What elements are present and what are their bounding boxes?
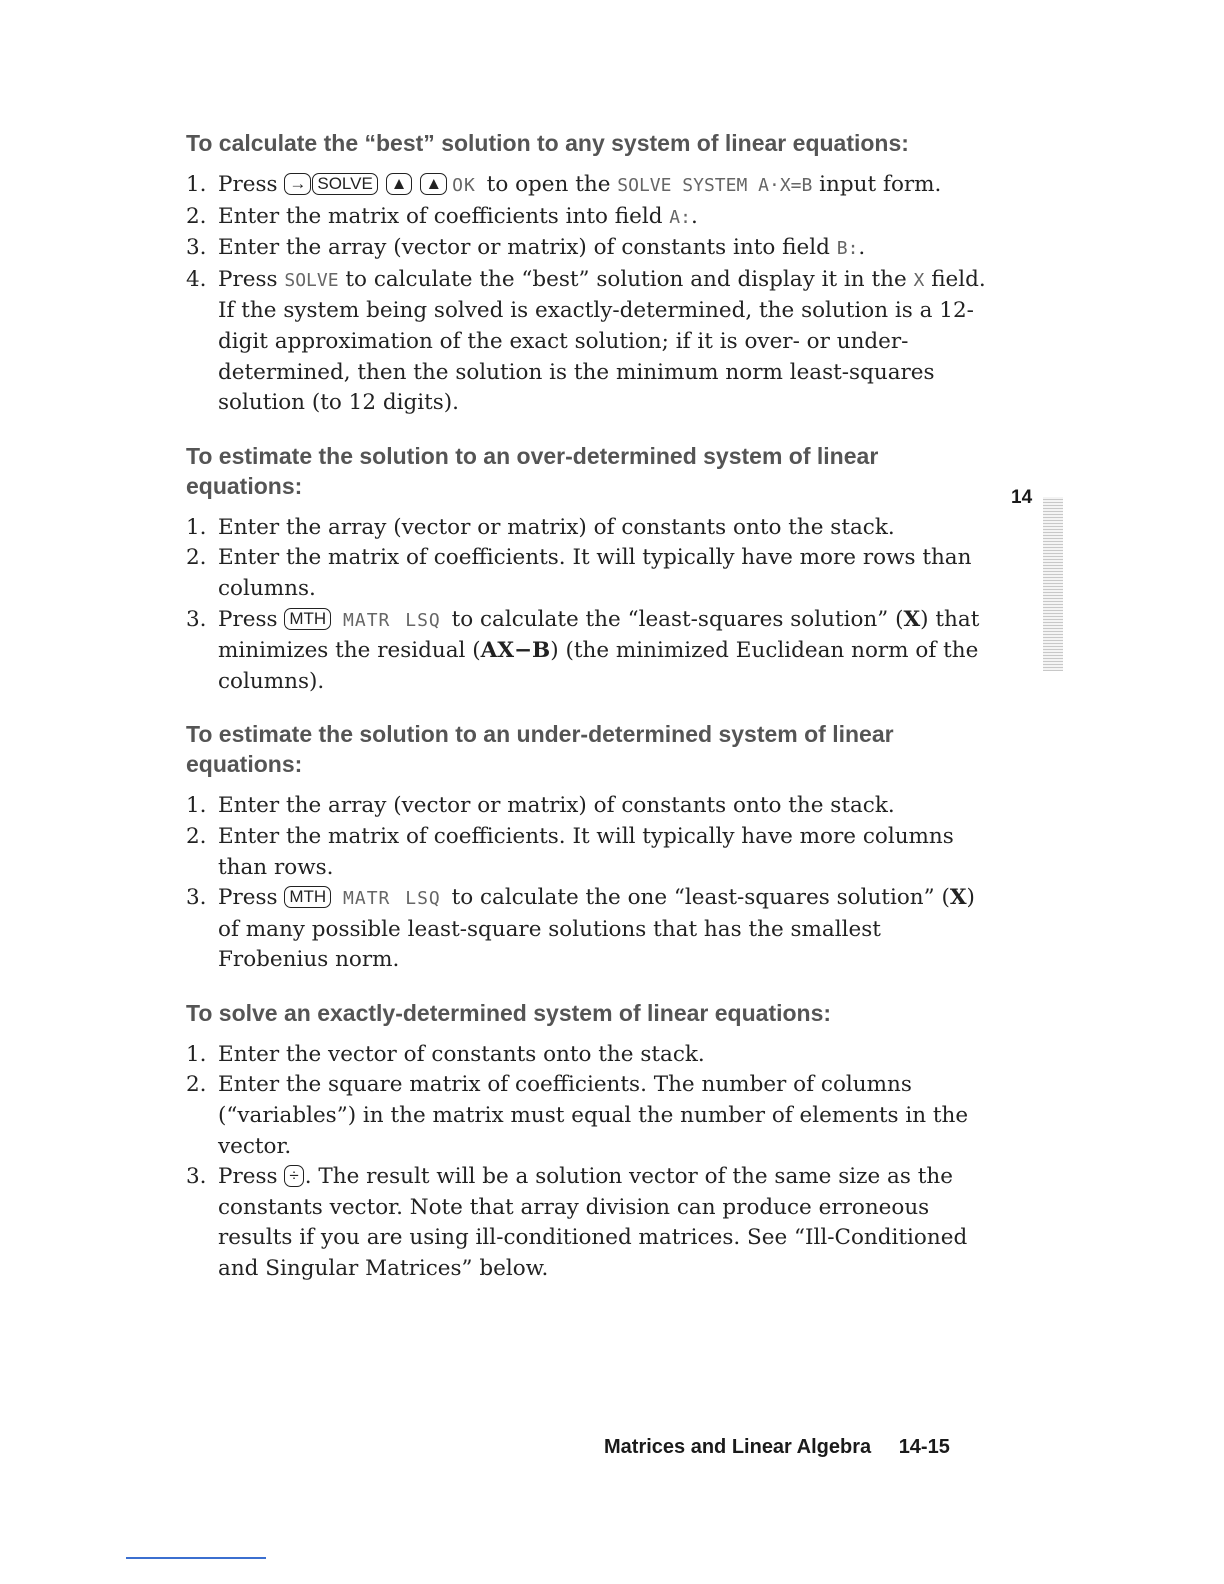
step-item — [186, 202, 986, 234]
menu-label: OK — [452, 175, 476, 196]
footer-rule — [126, 1557, 266, 1559]
step-text — [413, 172, 420, 197]
step-number: 1. — [186, 514, 207, 540]
steps-list — [186, 170, 986, 419]
section-heading: To solve an exactly-determined system of linear equations: — [186, 999, 832, 1026]
step-text: Press — [218, 606, 285, 632]
step-item — [186, 543, 986, 604]
step-text: ) that minimizes the residual ( — [218, 606, 980, 664]
step-number: 1. — [186, 1041, 207, 1067]
step-text: to calculate the one “least-squares solution” ( — [444, 885, 950, 911]
step-text: input form. — [812, 172, 942, 197]
step-text: . — [690, 203, 698, 229]
page-number: 14-15 — [898, 1436, 950, 1458]
display-text: X — [913, 269, 925, 291]
step-text: ) of many possible least-square solutions that has the smallest Frobenius norm. — [218, 885, 975, 973]
step-text: to calculate the “least-squares solution” ( — [444, 606, 904, 632]
step-item — [186, 791, 986, 822]
display-text: SOLVE — [284, 269, 339, 291]
bold-symbol: X — [949, 885, 967, 911]
step-item — [186, 1070, 986, 1162]
section-heading: To estimate the solution to an under-determined system of linear equations: — [186, 721, 894, 778]
step-text: to calculate the “best” solution and display it in the — [338, 266, 914, 292]
calculator-key: → — [284, 173, 311, 195]
step-number: 3. — [186, 235, 207, 261]
step-item — [186, 883, 986, 976]
calculator-key: SOLVE — [312, 173, 377, 195]
step-item — [186, 265, 986, 419]
step-text: Enter the matrix of coefficients. It will typically have more columns than rows. — [218, 823, 954, 880]
calculator-key: ÷ — [284, 1165, 303, 1187]
step-text: Enter the vector of constants onto the stack. — [218, 1041, 705, 1067]
step-item — [186, 1162, 986, 1284]
menu-label: LSQ — [405, 609, 441, 631]
menu-label: MATR — [343, 888, 391, 910]
step-number: 1. — [186, 172, 207, 197]
step-text: Enter the array (vector or matrix) of constants into field — [218, 235, 837, 261]
step-number: 2. — [186, 203, 207, 229]
step-text: ) (the minimized Euclidean norm of the columns). — [218, 638, 979, 694]
calculator-key: MTH — [284, 608, 331, 630]
step-item — [186, 513, 986, 544]
step-item — [186, 233, 986, 265]
steps-list — [186, 791, 986, 976]
display-text: B: — [836, 238, 859, 260]
step-number: 1. — [186, 793, 207, 819]
footer-title: Matrices and Linear Algebra — [604, 1436, 872, 1458]
section-heading: To calculate the “best” solution to any system of linear equations: — [186, 130, 909, 156]
step-text: field. If the system being solved is exactly-determined, the solution is a 12-digit approximation of the exact solution; if it is over- or under-determined, then the solution is the minimum norm least-squares solution (to 12 digits). — [218, 266, 986, 416]
menu-label: MATR — [343, 609, 391, 631]
step-item — [186, 605, 986, 698]
step-number: 3. — [186, 885, 207, 911]
calculator-key: ▲ — [420, 173, 447, 195]
step-text: . The result will be a solution vector of the same size as the constants vector. Note that array division can produce erroneous results if you are using ill-conditioned matrices. See “Ill-Conditioned and Singular Matrices” below. — [218, 1164, 968, 1282]
section-heading: To estimate the solution to an over-determined system of linear equations: — [186, 442, 879, 499]
chapter-tab-number: 14 — [1011, 487, 1033, 508]
steps-list — [186, 1040, 986, 1285]
chapter-thumb-tab — [1043, 497, 1063, 671]
step-text: Press — [218, 266, 285, 292]
step-text: . — [858, 235, 866, 261]
step-number: 2. — [186, 823, 207, 849]
step-text: Enter the array (vector or matrix) of constants onto the stack. — [218, 514, 895, 540]
step-item — [186, 170, 986, 202]
step-text: Enter the matrix of coefficients into field — [218, 203, 670, 229]
menu-label: LSQ — [405, 888, 441, 910]
step-number: 2. — [186, 545, 207, 571]
step-number: 3. — [186, 606, 207, 632]
step-text: Enter the matrix of coefficients. It will typically have more rows than columns. — [218, 545, 972, 601]
display-text: SOLVE SYSTEM A·X=B — [617, 175, 813, 196]
bold-symbol: X — [903, 606, 921, 632]
steps-list — [186, 513, 986, 698]
step-item — [186, 822, 986, 883]
step-text: Enter the array (vector or matrix) of constants onto the stack. — [218, 793, 895, 819]
page-content — [186, 128, 986, 1307]
step-text: Press — [218, 885, 285, 911]
page-footer — [604, 1436, 950, 1459]
display-text: A: — [669, 206, 691, 228]
step-text — [379, 172, 386, 197]
step-number: 2. — [186, 1072, 207, 1098]
step-text: Press — [218, 1164, 285, 1190]
calculator-key: MTH — [284, 886, 331, 908]
step-number: 3. — [186, 1164, 207, 1190]
calculator-key: ▲ — [386, 173, 413, 195]
step-item — [186, 1040, 986, 1071]
step-text: to open the — [479, 172, 618, 197]
step-text: Enter the square matrix of coefficients. The number of columns (“variables”) in the matrix must equal the number of elements in the vector. — [218, 1072, 969, 1159]
step-text: Press — [218, 172, 285, 197]
step-number: 4. — [186, 266, 207, 292]
bold-symbol: AX−B — [480, 638, 551, 664]
